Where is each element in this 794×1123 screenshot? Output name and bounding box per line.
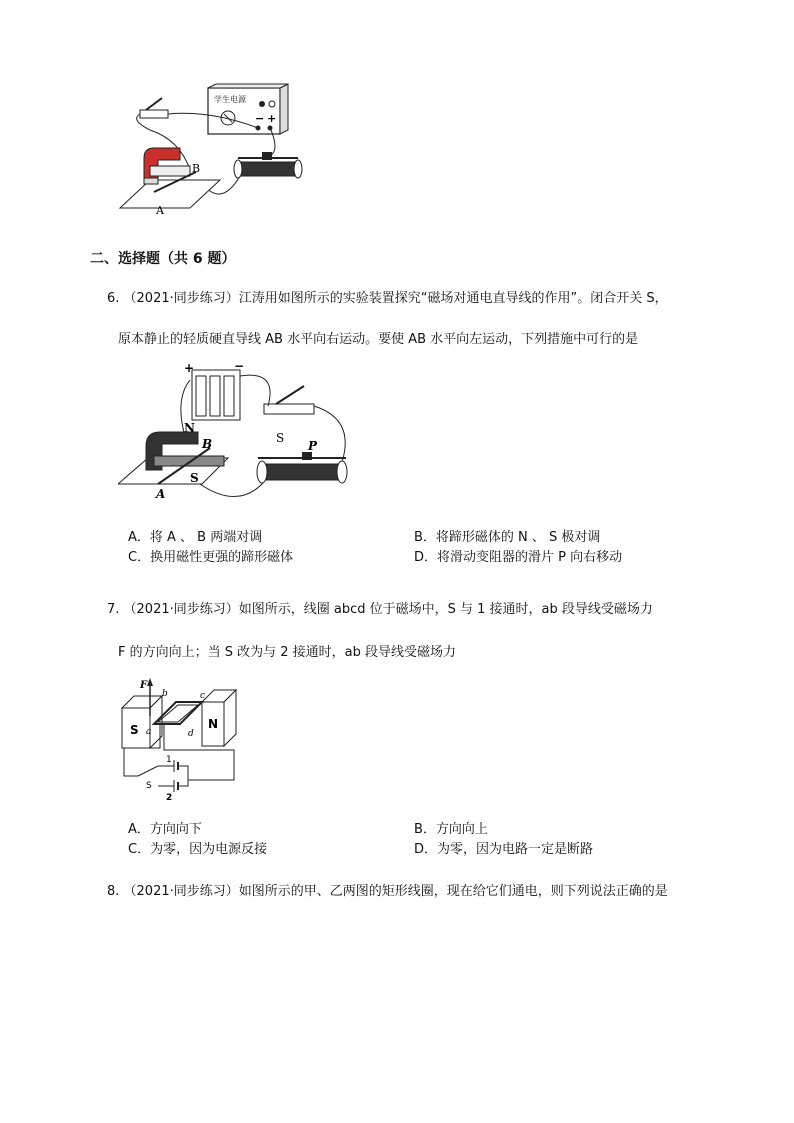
q6-line1: 6. （2021·同步练习）江涛用如图所示的实验装置探究“磁场对通电直导线的作用”。闭合开关 S，: [107, 291, 668, 306]
q7-option-b[interactable]: B．方向向上: [414, 822, 488, 837]
q7-line1: 7. （2021·同步练习）如图所示，线圈 abcd 位于磁场中，S 与 1 接通时，ab 段导线受磁场力: [107, 602, 653, 617]
label-a: A: [156, 487, 166, 501]
apparatus-figure-top: [110, 80, 310, 220]
power-supply-label: 学生电源: [214, 95, 246, 104]
pole-s-label: S: [130, 723, 139, 737]
q8-line1: 8. （2021·同步练习）如图所示的甲、乙两图的矩形线圈，现在给它们通电，则下列说法正确的是: [107, 884, 668, 899]
pole-n-label: N: [208, 717, 219, 731]
q7-option-c[interactable]: C．为零，因为电源反接: [128, 842, 268, 857]
q6-option-d[interactable]: D．将滑动变阻器的滑片 P 向右移动: [414, 550, 623, 565]
label-b: b: [162, 689, 168, 699]
switch-label: S: [276, 431, 285, 445]
force-f-label: F: [140, 680, 148, 691]
minus-terminal-label: −: [255, 112, 265, 125]
q7-line2: F 的方向向上；当 S 改为与 2 接通时，ab 段导线受磁场力: [118, 645, 457, 660]
pole-n-label: N: [184, 421, 195, 435]
q7-option-a[interactable]: A．方向向下: [128, 822, 202, 837]
q6-option-b[interactable]: B．将蹄形磁体的 N 、 S 极对调: [414, 530, 601, 545]
q7-coil-figure: [118, 676, 248, 806]
contact-1-label: 1: [166, 755, 172, 765]
battery-plus-label: +: [184, 361, 195, 375]
q6-option-c[interactable]: C．换用磁性更强的蹄形磁体: [128, 550, 294, 565]
label-a: A: [156, 204, 164, 217]
label-b: B: [202, 437, 213, 451]
contact-2-label: 2: [166, 793, 173, 803]
label-c: c: [200, 691, 206, 701]
section-title: 二、选择题（共 6 题）: [90, 251, 236, 267]
label-b: B: [192, 162, 201, 175]
battery-minus-label: −: [234, 360, 245, 373]
q6-line2: 原本静止的轻质硬直导线 AB 水平向右运动。要使 AB 水平向左运动，下列措施中可行的是: [118, 332, 639, 347]
q7-option-d[interactable]: D．为零，因为电路一定是断路: [414, 842, 594, 857]
label-a: a: [146, 727, 152, 737]
switch-label: S: [146, 781, 152, 791]
q6-option-a[interactable]: A．将 A 、 B 两端对调: [128, 530, 263, 545]
label-d: d: [188, 729, 194, 739]
plus-terminal-label: +: [267, 112, 277, 125]
slider-p-label: P: [308, 439, 318, 453]
pole-s-label: S: [190, 471, 199, 485]
q6-apparatus-figure: [118, 360, 368, 510]
